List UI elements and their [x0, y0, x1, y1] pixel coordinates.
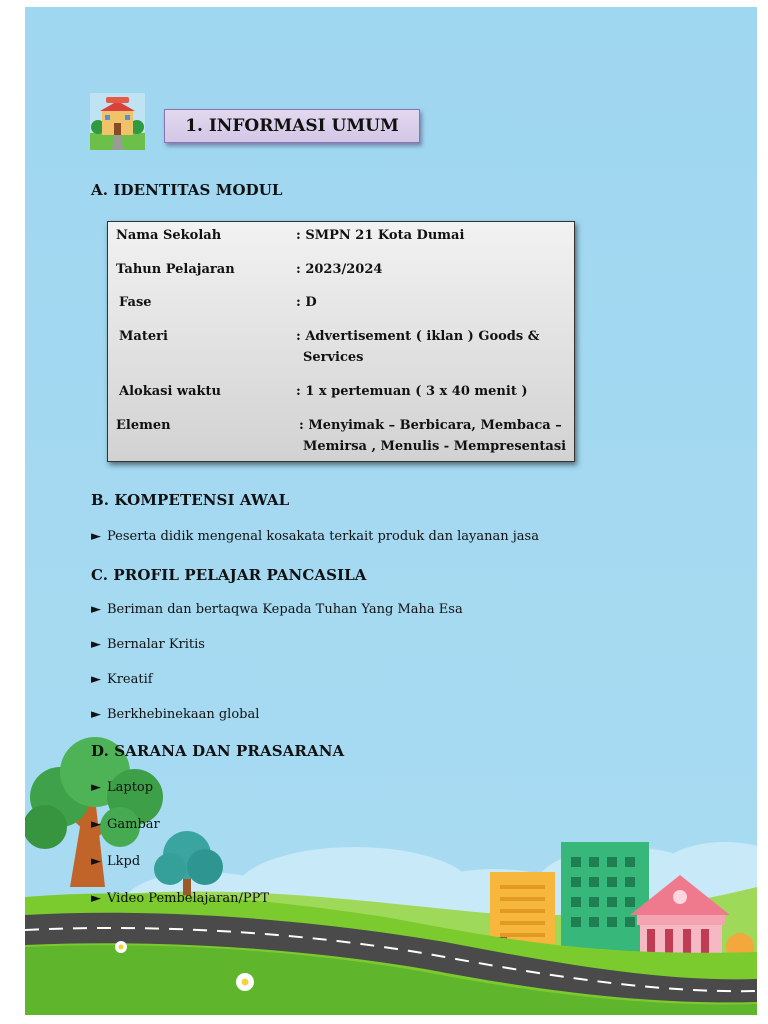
bullet-arrow-icon: ►	[91, 817, 101, 832]
value-nama-sekolah: : SMPN 21 Kota Dumai	[296, 228, 465, 243]
identity-table	[107, 221, 575, 462]
bullet-arrow-icon: ►	[91, 602, 101, 617]
heading-identitas-modul: A. IDENTITAS MODUL	[91, 181, 283, 199]
section-title: 1. INFORMASI UMUM	[164, 109, 420, 143]
heading-profil-pelajar: C. PROFIL PELAJAR PANCASILA	[91, 566, 367, 584]
label-materi: Materi	[119, 329, 168, 344]
value-fase: : D	[296, 295, 317, 310]
value-materi: : Advertisement ( iklan ) Goods &	[296, 329, 540, 344]
green-building-icon	[561, 842, 649, 962]
label-fase: Fase	[119, 295, 152, 310]
list-item: ► Kreatif	[91, 672, 153, 687]
list-item: ► Video Pembelajaran/PPT	[91, 891, 270, 906]
bullet-arrow-icon: ►	[91, 637, 101, 652]
school-building-icon	[90, 93, 145, 150]
list-item: ► Bernalar Kritis	[91, 637, 205, 652]
list-item: ► Lkpd	[91, 854, 141, 869]
document-page	[25, 7, 757, 1015]
label-elemen: Elemen	[116, 418, 171, 433]
value-materi-line2: Services	[303, 350, 364, 365]
list-item: ► Gambar	[91, 817, 160, 832]
heading-kompetensi-awal: B. KOMPETENSI AWAL	[91, 491, 290, 509]
bullet-arrow-icon: ►	[91, 780, 101, 795]
list-item: ► Berkhebinekaan global	[91, 707, 260, 722]
value-alokasi-waktu: : 1 x pertemuan ( 3 x 40 menit )	[296, 384, 528, 399]
bullet-arrow-icon: ►	[91, 854, 101, 869]
bullet-arrow-icon: ►	[91, 891, 101, 906]
list-item: ► Peserta didik mengenal kosakata terkait produk dan layanan jasa	[91, 529, 539, 544]
bullet-arrow-icon: ►	[91, 707, 101, 722]
label-alokasi-waktu: Alokasi waktu	[119, 384, 221, 399]
bullet-arrow-icon: ►	[91, 529, 101, 544]
bullet-arrow-icon: ►	[91, 672, 101, 687]
value-elemen: : Menyimak – Berbicara, Membaca –	[299, 418, 562, 433]
value-elemen-line2: Memirsa , Menulis - Mempresentasi	[303, 439, 567, 454]
label-tahun-pelajaran: Tahun Pelajaran	[116, 262, 235, 277]
heading-sarana-prasarana: D. SARANA DAN PRASARANA	[91, 742, 345, 760]
list-item: ► Beriman dan bertaqwa Kepada Tuhan Yang Maha Esa	[91, 602, 463, 617]
label-nama-sekolah: Nama Sekolah	[116, 228, 222, 243]
list-item: ► Laptop	[91, 780, 154, 795]
value-tahun-pelajaran: : 2023/2024	[296, 262, 383, 277]
